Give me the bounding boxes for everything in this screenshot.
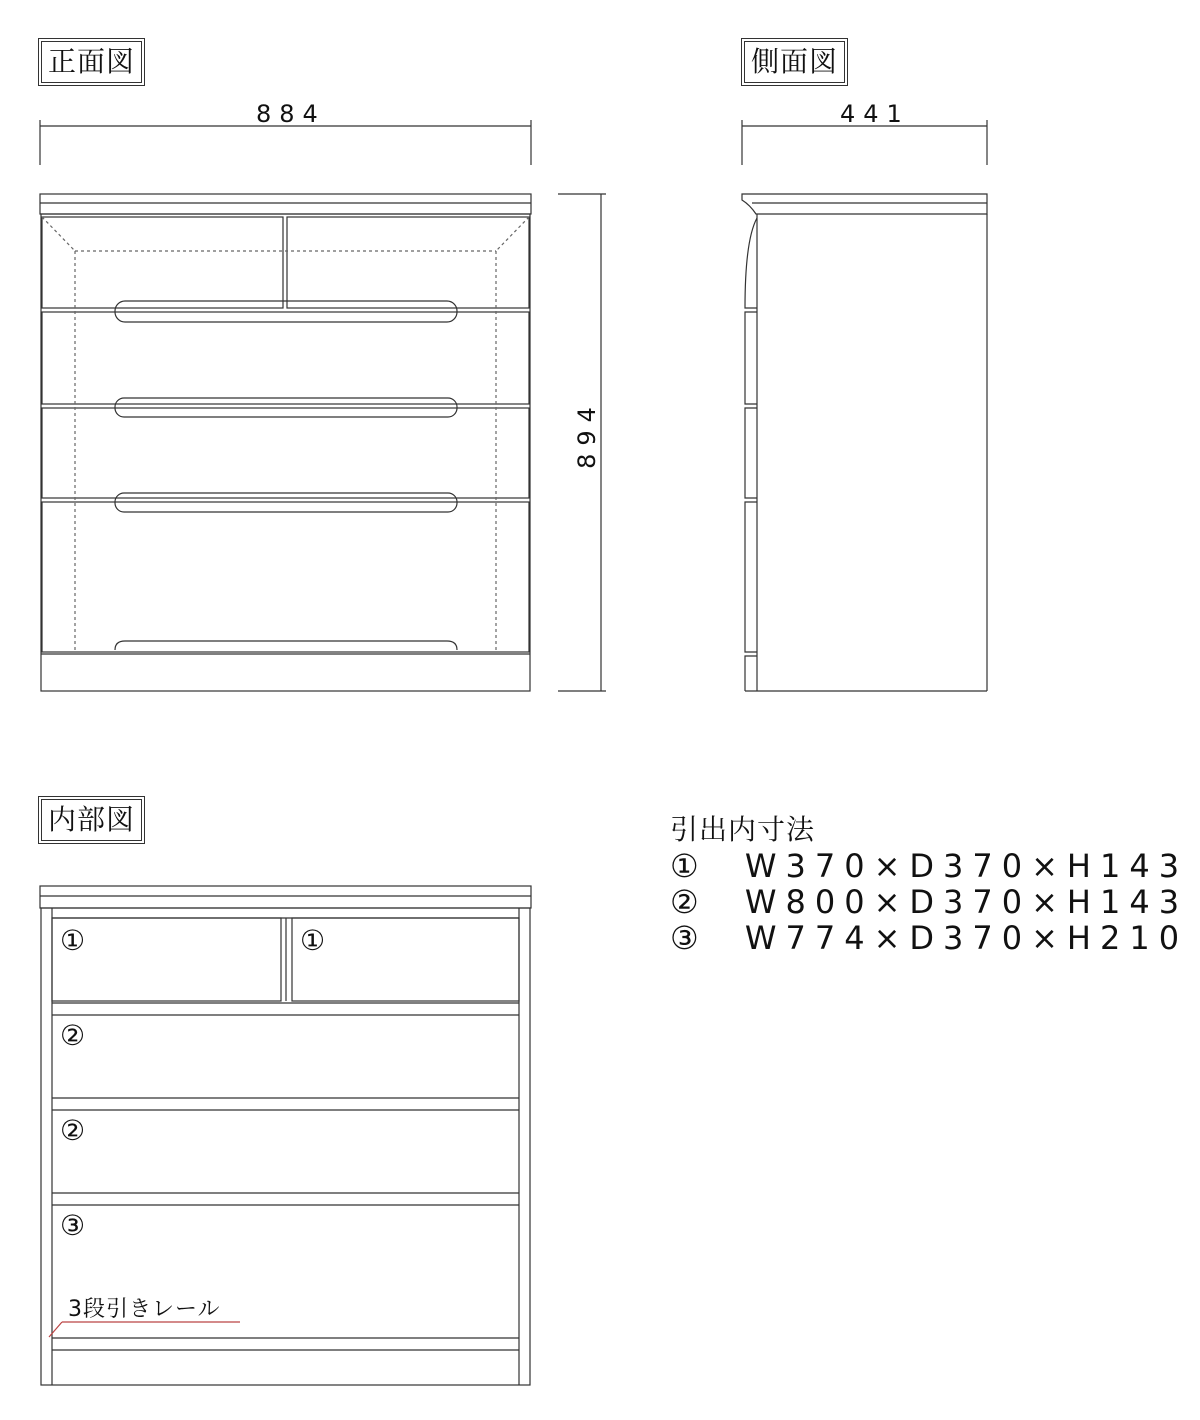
spec-mark-3: ③ — [670, 919, 708, 957]
side-view — [742, 120, 987, 691]
side-view-title-text: 側面図 — [744, 41, 845, 83]
drawer-label-3: ③ — [60, 1209, 86, 1242]
front-view — [40, 120, 606, 691]
spec-size-2: W800×D370×H143 — [744, 883, 1189, 921]
drawer-label-1b: ① — [300, 924, 326, 957]
spec-row-1 — [670, 848, 1188, 884]
drawer-label-1a: ① — [60, 924, 86, 957]
interior-view-title-text: 内部図 — [41, 799, 142, 841]
spec-heading: 引出内寸法 — [670, 813, 816, 846]
spec-mark-1: ① — [670, 847, 708, 885]
interior-view-title — [38, 796, 145, 844]
spec-row-3 — [670, 920, 1188, 956]
spec-mark-2: ② — [670, 883, 708, 921]
height-dimension: 894 — [572, 399, 601, 469]
drawer-label-2a: ② — [60, 1019, 86, 1052]
front-view-title — [38, 38, 145, 86]
rail-note: 3段引きレール — [68, 1297, 221, 1322]
width-dimension: 884 — [256, 100, 326, 128]
side-view-title — [741, 38, 848, 86]
depth-dimension: 441 — [840, 100, 910, 128]
drawer-spec-block — [670, 812, 1188, 956]
drawer-label-2b: ② — [60, 1114, 86, 1147]
spec-size-3: W774×D370×H210 — [744, 919, 1189, 957]
spec-size-1: W370×D370×H143 — [744, 847, 1189, 885]
spec-row-2 — [670, 884, 1188, 920]
front-view-title-text: 正面図 — [41, 41, 142, 83]
